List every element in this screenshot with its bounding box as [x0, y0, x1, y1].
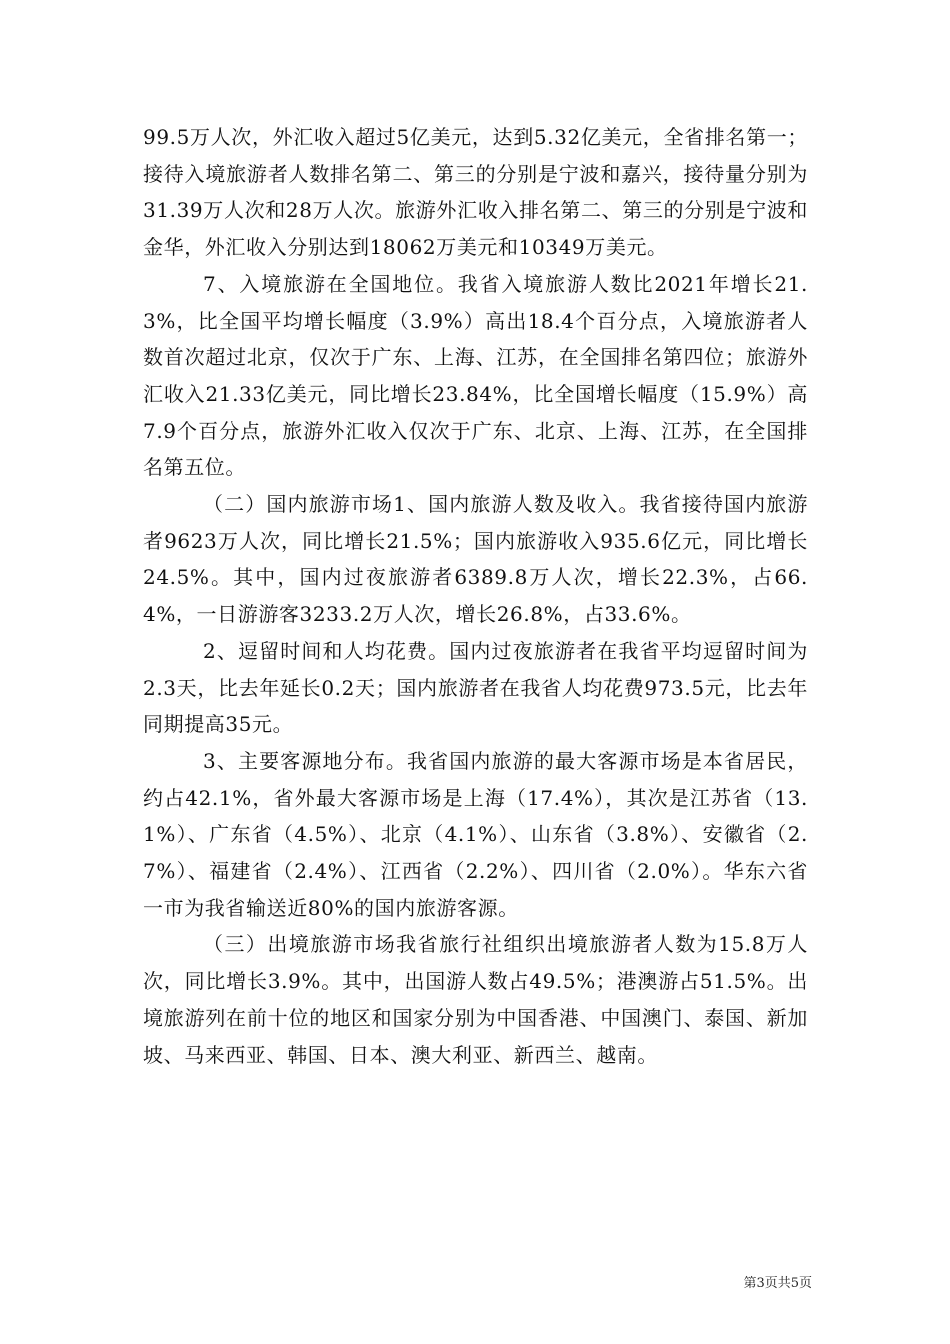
paragraph-stay-and-spending: 2、逗留时间和人均花费。国内过夜旅游者在我省平均逗留时间为2.3天，比去年延长0.2天；国内旅游者在我省人均花费973.5元，比去年同期提高35元。: [143, 638, 808, 737]
paragraph-domestic-market: （二）国内旅游市场1、国内旅游人数及收入。我省接待国内旅游者9623万人次，同比增长21.5%；国内旅游收入935.6亿元，同比增长24.5%。其中，国内过夜旅游者6389.8万人次，增长22.3%，占66.4%，一日游游客3233.2万人次，增长26.8%，占33.6%。: [143, 492, 808, 627]
paragraph-inbound-city-ranking: 99.5万人次，外汇收入超过5亿美元，达到5.32亿美元，全省排名第一；接待入境旅游者人数排名第二、第三的分别是宁波和嘉兴，接待量分别为31.39万人次和28万人次。旅游外汇收入排名第二、第三的分别是宁波和金华，外汇收入分别达到18062万美元和10349万美元。: [143, 125, 808, 260]
page-number-footer: 第3页共5页: [743, 1276, 812, 1291]
document-body: [143, 119, 808, 1073]
paragraph-outbound-market: （三）出境旅游市场我省旅行社组织出境旅游者人数为15.8万人次，同比增长3.9%。其中，出国游人数占49.5%；港澳游占51.5%。出境旅游列在前十位的地区和国家分别为中国香港、中国澳门、泰国、新加坡、马来西亚、韩国、日本、澳大利亚、新西兰、越南。: [143, 932, 808, 1067]
paragraph-source-markets: 3、主要客源地分布。我省国内旅游的最大客源市场是本省居民，约占42.1%，省外最大客源市场是上海（17.4%），其次是江苏省（13.1%）、广东省（4.5%）、北京（4.1%）、山东省（3.8%）、安徽省（2.7%）、福建省（2.4%）、江西省（2.2%）、四川省（2.0%）。华东六省一市为我省输送近80%的国内旅游客源。: [143, 748, 808, 920]
paragraph-inbound-national-position: 7、入境旅游在全国地位。我省入境旅游人数比2021年增长21.3%，比全国平均增长幅度（3.9%）高出18.4个百分点，入境旅游者人数首次超过北京，仅次于广东、上海、江苏，在全国排名第四位；旅游外汇收入21.33亿美元，同比增长23.84%，比全国增长幅度（15.9%）高7.9个百分点，旅游外汇收入仅次于广东、北京、上海、江苏，在全国排名第五位。: [143, 271, 808, 480]
